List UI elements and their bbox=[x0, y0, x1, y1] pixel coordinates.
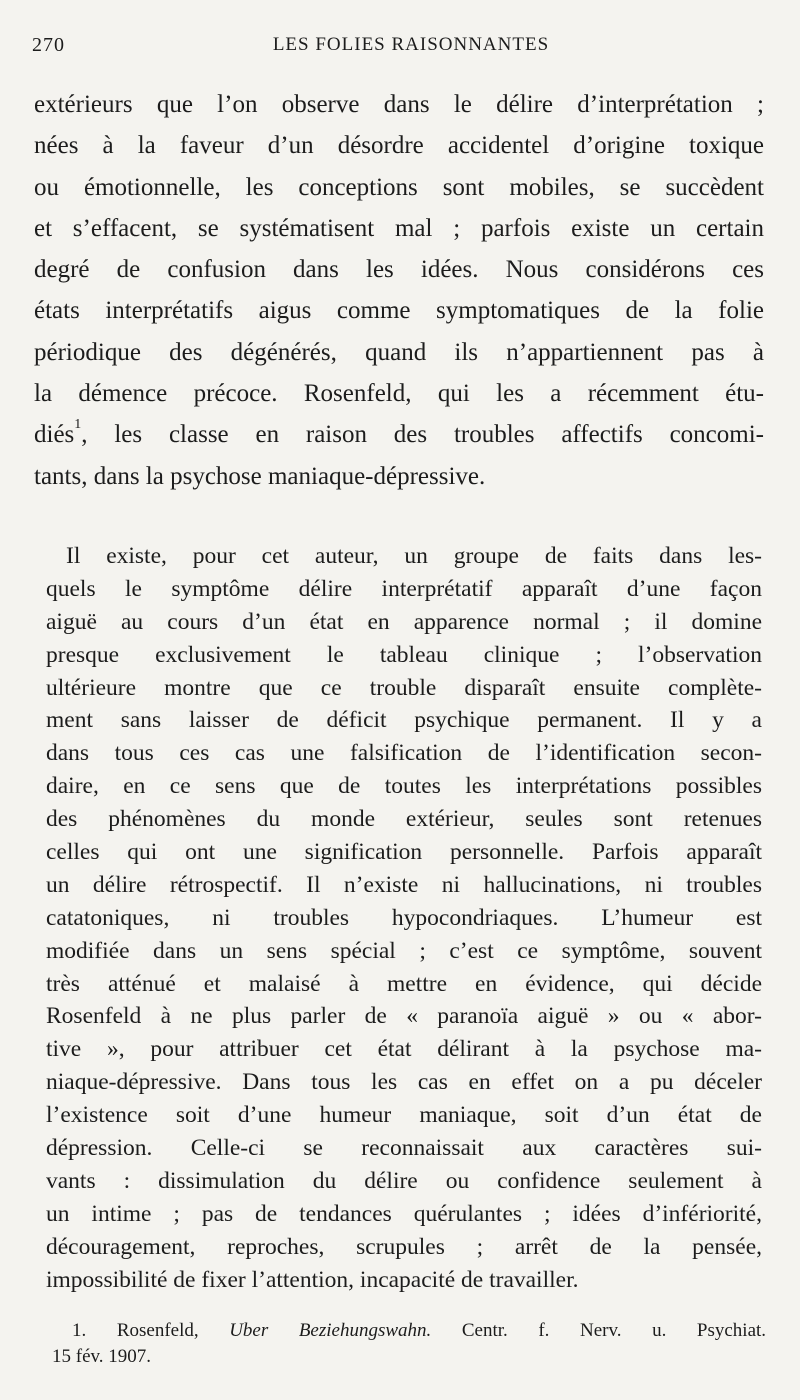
paragraph-1 bbox=[34, 84, 764, 497]
text-line: quels le symptôme délire interprétatif apparaît d’une façon bbox=[46, 575, 762, 602]
text-line: degré de confusion dans les idées. Nous considérons ces bbox=[34, 256, 764, 284]
text-line: tive », pour attribuer cet état délirant à la psychose ma- bbox=[46, 1036, 762, 1063]
footnote-reference: 1 bbox=[74, 417, 82, 433]
text-line: presque exclusivement le tableau clinique ; l’observation bbox=[46, 641, 762, 668]
text-line: niaque-dépressive. Dans tous les cas en effet on a pu déceler bbox=[46, 1069, 762, 1096]
footnote-title: Uber Beziehungswahn. bbox=[229, 1320, 432, 1341]
text-line: dans tous ces cas une falsification de l’identification secon- bbox=[46, 740, 762, 767]
text-fragment: diés bbox=[34, 421, 75, 449]
page-number: 270 bbox=[32, 34, 65, 56]
text-line: tants, dans la psychose maniaque-dépressive. bbox=[34, 462, 486, 490]
text-line: catatoniques, ni troubles hypocondriaques. L’humeur est bbox=[46, 904, 762, 931]
footnote bbox=[52, 1318, 766, 1370]
text-line: ou émotionnelle, les conceptions sont mobiles, se succèdent bbox=[34, 173, 764, 201]
paragraph-2 bbox=[46, 540, 762, 1296]
text-line: dépression. Celle-ci se reconnaissait aux caractères sui- bbox=[46, 1135, 762, 1162]
footnote-line bbox=[52, 1318, 766, 1344]
text-line: daire, en ce sens que de toutes les interprétations possibles bbox=[46, 773, 762, 800]
footnote-author: Rosenfeld, bbox=[116, 1320, 199, 1341]
text-line: impossibilité de fixer l’attention, incapacité de travailler. bbox=[46, 1266, 579, 1293]
text-line: un intime ; pas de tendances quérulantes ; idées d’infériorité, bbox=[46, 1200, 762, 1227]
text-fragment: , les classe en raison des troubles affectifs concomi- bbox=[81, 421, 764, 449]
text-line: des phénomènes du monde extérieur, seules sont retenues bbox=[46, 806, 762, 833]
text-line: Il existe, pour cet auteur, un groupe de faits dans les- bbox=[66, 543, 762, 569]
text-line: l’existence soit d’une humeur maniaque, soit d’un état de bbox=[46, 1102, 762, 1129]
text-line-with-footnote bbox=[34, 414, 764, 455]
text-line: aiguë au cours d’un état en apparence normal ; il domine bbox=[46, 608, 762, 635]
text-line: un délire rétrospectif. Il n’existe ni hallucinations, ni troubles bbox=[46, 871, 762, 898]
text-line: nées à la faveur d’un désordre accidentel d’origine toxique bbox=[34, 132, 764, 160]
text-line: et s’effacent, se systématisent mal ; parfois existe un certain bbox=[34, 214, 764, 242]
running-title: LES FOLIES RAISONNANTES bbox=[272, 34, 550, 55]
footnote-date: 15 fév. 1907. bbox=[52, 1346, 152, 1367]
text-line: Rosenfeld à ne plus parler de « paranoïa aiguë » ou « abor- bbox=[46, 1003, 762, 1030]
text-line: périodique des dégénérés, quand ils n’appartiennent pas à bbox=[34, 338, 764, 366]
page-header bbox=[32, 30, 760, 62]
text-line: ment sans laisser de déficit psychique permanent. Il y a bbox=[46, 707, 762, 734]
text-line: la démence précoce. Rosenfeld, qui les a récemment étu- bbox=[34, 380, 764, 408]
text-line: très atténué et malaisé à mettre en évidence, qui décide bbox=[46, 970, 762, 997]
footnote-number: 1. bbox=[72, 1320, 87, 1341]
footnote-source: Centr. f. Nerv. u. Psychiat. bbox=[461, 1320, 767, 1341]
text-line: modifiée dans un sens spécial ; c’est ce symptôme, souvent bbox=[46, 937, 762, 964]
text-line: extérieurs que l’on observe dans le délire d’interprétation ; bbox=[34, 91, 764, 118]
text-line: états interprétatifs aigus comme symptomatiques de la folie bbox=[34, 297, 764, 325]
text-line: vants : dissimulation du délire ou confidence seulement à bbox=[46, 1167, 762, 1194]
text-line: découragement, reproches, scrupules ; arrêt de la pensée, bbox=[46, 1233, 762, 1260]
text-line: ultérieure montre que ce trouble disparaît ensuite complète- bbox=[46, 674, 762, 701]
text-line: celles qui ont une signification personnelle. Parfois apparaît bbox=[46, 839, 762, 866]
